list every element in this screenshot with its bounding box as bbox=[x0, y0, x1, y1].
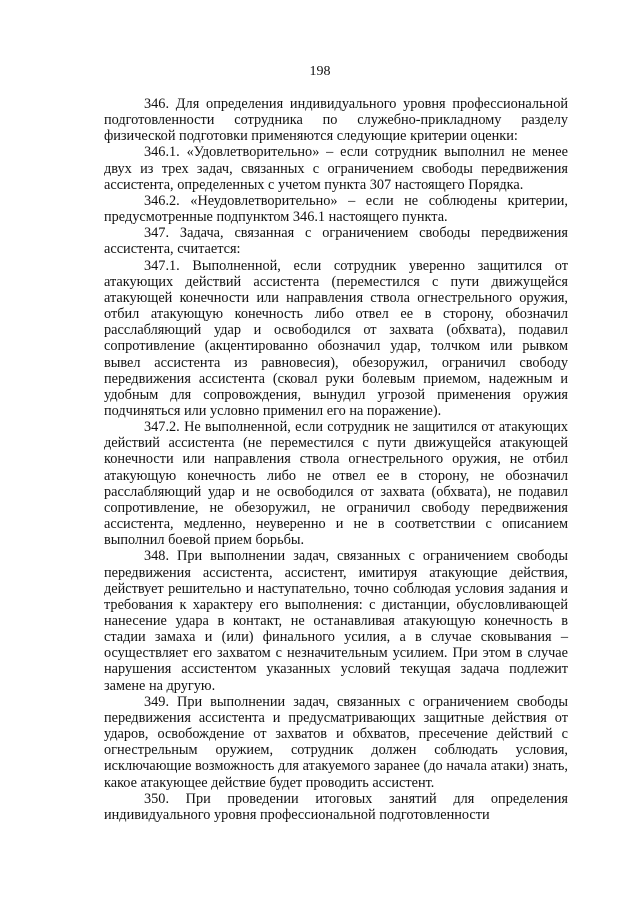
paragraph-346-2: 346.2. «Неудовлетворительно» – если не соблюдены критерии, предусмотренные подпунктом 346.1 настоящего пункта. bbox=[104, 192, 568, 226]
paragraph-347-2: 347.2. Не выполненной, если сотрудник не защитился от атакующих действий ассистента (не переместился с пути движущейся атакующей конечности или направления ствола огнестрельного оружия, не отбил атакующую конечность либо не отвел ее в сторону, не обозначил расслабляющий удар и не освободился от захвата (обхвата), не подавил сопротивление, не обезоружил, не ограничил свободу передвижения ассистента, медленно, неуверенно и не в соответствии с описанием выполнил боевой прием борьбы. bbox=[104, 419, 568, 549]
paragraph-349: 349. При выполнении задач, связанных с ограничением свободы передвижения ассистента и предусматривающих защитные действия от ударов, освобождение от захватов и обхватов, пресечение действий с огнестрельным оружием, сотрудник должен соблюдать условия, исключающие возможность для атакуемого заранее (до начала атаки) знать, какое атакующее действие будет проводить ассистент. bbox=[104, 693, 568, 791]
paragraph-348: 348. При выполнении задач, связанных с ограничением свободы передвижения ассистента, ассистент, имитируя атакующие действия, действует решительно и наступательно, точно соблюдая условия задания и требования к характеру его выполнения: с дистанции, обусловливающей нанесение удара в контакт, не останавливая атакующую конечность в стадии замаха и (или) финального усилия, а в случае сковывания – осуществляет его захватом с незначительным усилием. При этом в случае нарушения ассистентом указанных условий текущая задача подлежит замене на другую. bbox=[104, 548, 568, 694]
page-number: 198 bbox=[309, 64, 331, 79]
document-body bbox=[104, 96, 568, 823]
paragraph-350: 350. При проведении итоговых занятий для определения индивидуального уровня профессиональной подготовленности bbox=[104, 790, 568, 823]
paragraph-347: 347. Задача, связанная с ограничением свободы передвижения ассистента, считается: bbox=[104, 225, 568, 258]
paragraph-347-1: 347.1. Выполненной, если сотрудник уверенно защитился от атакующих действий ассистента (переместился с пути движущейся атакующей конечности или направления ствола огнестрельного оружия, отбил атакующую конечность либо отвел ее в сторону, обозначил расслабляющий удар и освободился от захвата (обхвата), подавил сопротивление (акцентированно обозначил удар, толчком или рывком вывел ассистента из равновесия), обезоружил, ограничил свободу передвижения ассистента (сковал руки болевым приемом, надежным и удобным для сопровождения, вынудил угрозой применения оружия подчиняться или условно применил его на поражение). bbox=[104, 257, 568, 419]
paragraph-346: 346. Для определения индивидуального уровня профессиональной подготовленности сотрудника по служебно-прикладному разделу физической подготовки применяются следующие критерии оценки: bbox=[104, 96, 568, 145]
paragraph-346-1: 346.1. «Удовлетворительно» – если сотрудник выполнил не менее двух из трех задач, связанных с ограничением свободы передвижения ассистента, определенных с учетом пункта 307 настоящего Порядка. bbox=[104, 144, 568, 193]
